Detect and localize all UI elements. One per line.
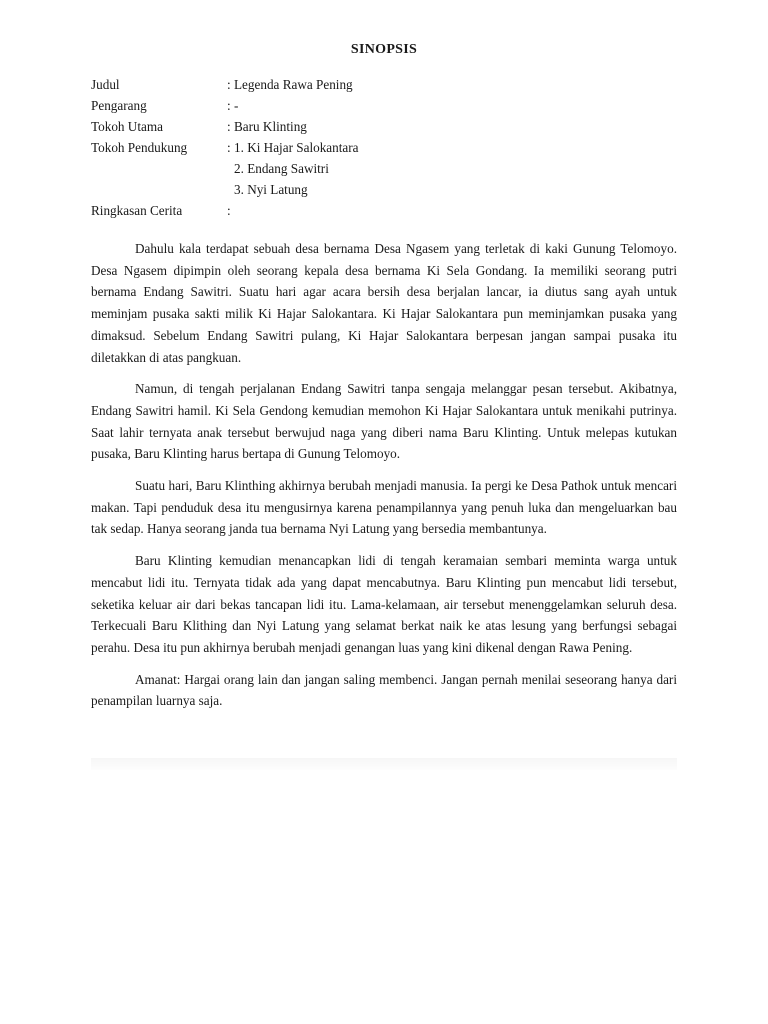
meta-row-tokoh-pendukung-2: [91, 158, 691, 179]
tokoh-utama-value: Baru Klinting: [234, 119, 307, 134]
colon: :: [227, 119, 231, 134]
tokoh-pendukung-item-3: 3. Nyi Latung: [234, 182, 308, 197]
meta-row-tokoh-utama: [91, 116, 691, 137]
colon: :: [227, 203, 231, 218]
page-shade-divider: [91, 758, 677, 770]
colon: :: [227, 77, 231, 92]
colon: :: [227, 98, 231, 113]
meta-row-judul: [91, 74, 691, 95]
tokoh-utama-label: Tokoh Utama: [91, 119, 163, 134]
tokoh-pendukung-label: Tokoh Pendukung: [91, 140, 188, 155]
judul-value: Legenda Rawa Pening: [234, 77, 353, 92]
pengarang-value: -: [234, 98, 239, 113]
tokoh-pendukung-item-1: 1. Ki Hajar Salokantara: [234, 140, 359, 155]
moral-paragraph: Amanat: Hargai orang lain dan jangan saling membenci. Jangan pernah menilai seseorang hanya dari penampilan luarnya saja.: [91, 671, 677, 709]
colon: :: [227, 140, 231, 155]
tokoh-pendukung-item-2: 2. Endang Sawitri: [234, 161, 329, 176]
meta-row-pengarang: [91, 95, 691, 116]
meta-row-tokoh-pendukung-3: [91, 179, 691, 200]
document-title: SINOPSIS: [350, 42, 418, 57]
synopsis-metadata: [91, 74, 691, 221]
story-paragraph: Namun, di tengah perjalanan Endang Sawitri tanpa sengaja melanggar pesan tersebut. Akibatnya, Endang Sawitri hamil. Ki Sela Gendong kemudian memohon Ki Hajar Salokantara untuk menikahi putrinya. Saat lahir ternyata anak tersebut berwujud naga yang diberi nama Baru Klinting. Untuk melepas kutukan pusaka, Baru Klinting harus bertapa di Gunung Telomoyo.: [91, 381, 677, 462]
ringkasan-label: Ringkasan Cerita: [91, 203, 183, 218]
judul-label: Judul: [91, 77, 120, 92]
meta-row-ringkasan: [91, 200, 691, 221]
story-paragraph: Suatu hari, Baru Klinthing akhirnya berubah menjadi manusia. Ia pergi ke Desa Pathok untuk mencari makan. Tapi penduduk desa itu mengusirnya karena penampilannya yang penuh luka dan mengeluarkan bau tak sedap. Hanya seorang janda tua bernama Nyi Latung yang bersedia membantunya.: [91, 478, 677, 537]
story-paragraph: Baru Klinting kemudian menancapkan lidi di tengah keramaian sembari meminta warga untuk mencabut lidi itu. Ternyata tidak ada yang dapat mencabutnya. Baru Klinting pun mencabut lidi tersebut, seketika keluar air dari bekas tancapan lidi itu. Lama-kelamaan, air tersebut menenggelamkan seluruh desa. Terkecuali Baru Klithing dan Nyi Latung yang selamat berkat naik ke atas lesung yang berfungsi sebagai perahu. Desa itu pun akhirnya berubah menjadi genangan luas yang kini dikenal dengan Rawa Pening.: [91, 553, 677, 655]
meta-row-tokoh-pendukung: [91, 137, 691, 158]
story-summary: [91, 238, 677, 722]
pengarang-label: Pengarang: [91, 98, 147, 113]
story-paragraph: Dahulu kala terdapat sebuah desa bernama Desa Ngasem yang terletak di kaki Gunung Telomoyo. Desa Ngasem dipimpin oleh seorang kepala desa bernama Ki Sela Gondang. Ia memiliki seorang putri bernama Endang Sawitri. Suatu hari agar acara bersih desa berjalan lancar, ia diutus sang ayah untuk meminjam pusaka sakti milik Ki Hajar Salokantara. Ki Hajar Salokantara pun meminjamkan pusaka yang dimaksud. Sebelum Endang Sawitri pulang, Ki Hajar Salokantara berpesan jangan sampai pusaka itu diletakkan di atas pangkuan.: [91, 241, 677, 365]
